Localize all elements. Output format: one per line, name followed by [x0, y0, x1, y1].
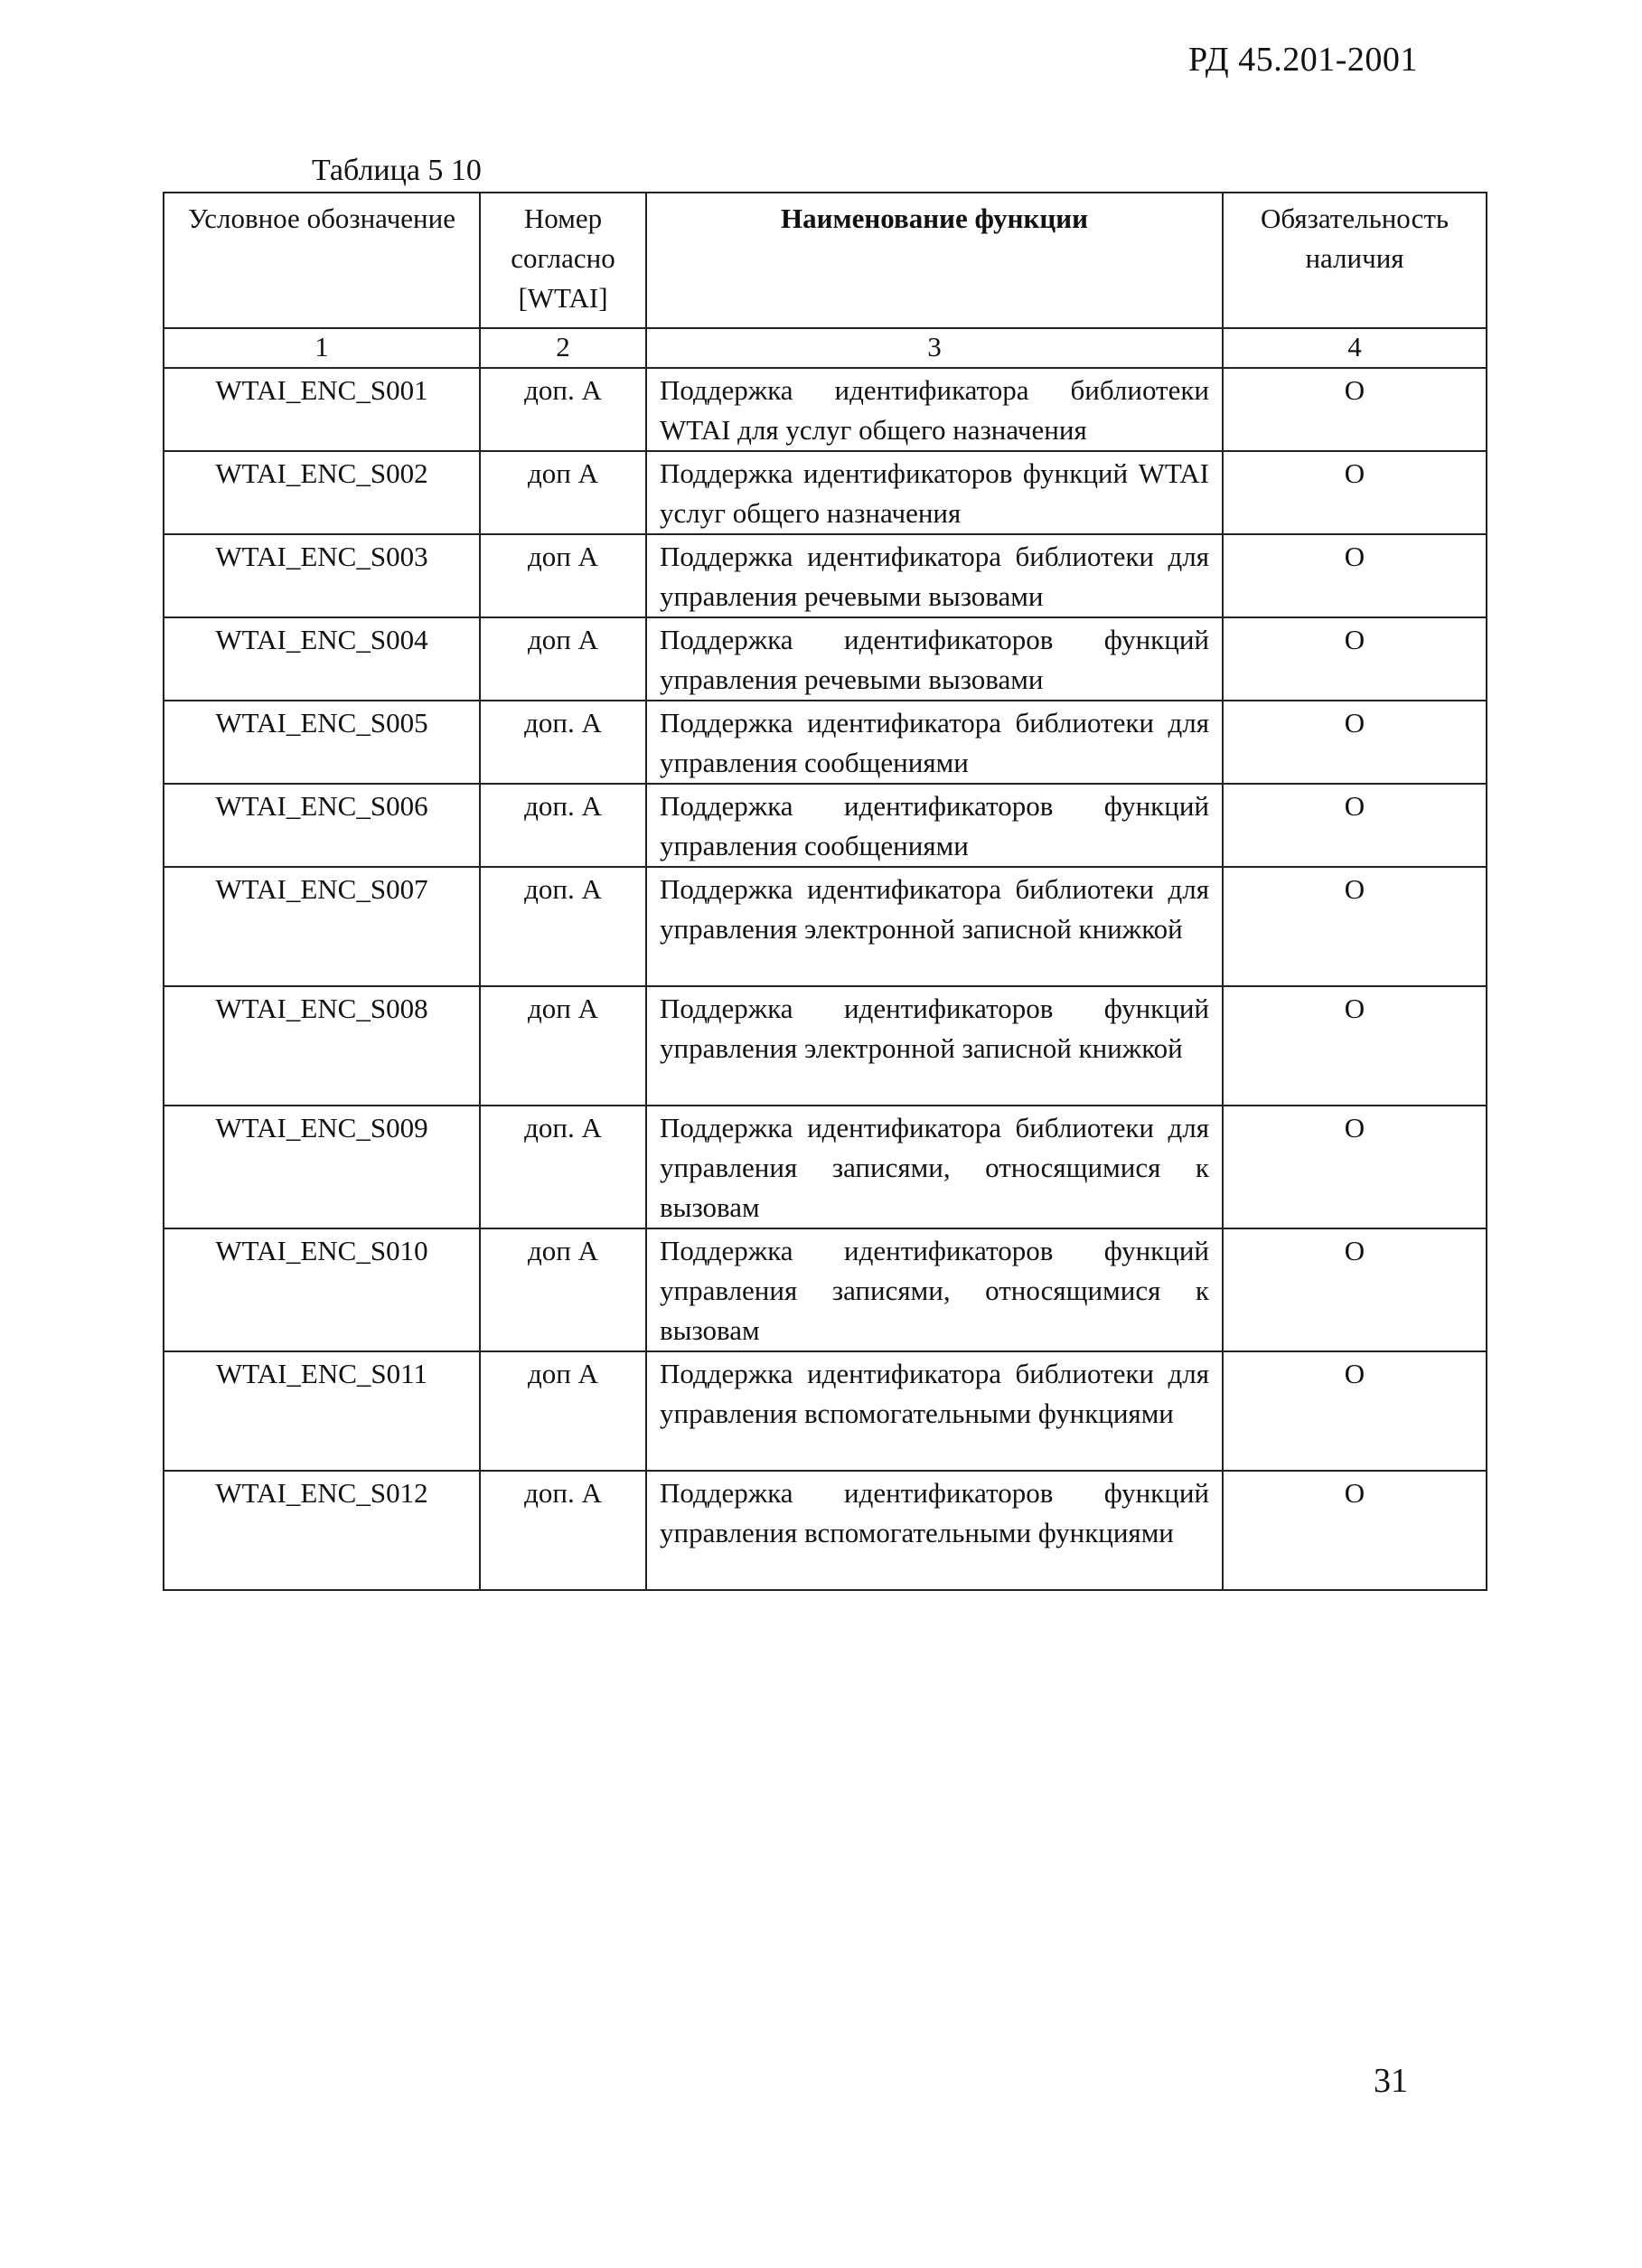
- cell-function-name: Поддержка идентификатора библиотеки для управления речевыми вызовами: [646, 534, 1223, 617]
- cell-mandatory: О: [1223, 784, 1487, 867]
- cell-designation: WTAI_ENC_S005: [164, 701, 480, 784]
- cell-designation: WTAI_ENC_S007: [164, 867, 480, 986]
- cell-mandatory: О: [1223, 368, 1487, 451]
- cell-function-name: Поддержка идентификаторов функций управления вспомогательными функциями: [646, 1471, 1223, 1590]
- table-row: [164, 986, 1487, 1106]
- cell-wtai-reference: доп А: [480, 1351, 646, 1471]
- cell-wtai-reference: доп А: [480, 534, 646, 617]
- cell-wtai-reference: доп. А: [480, 701, 646, 784]
- table-row: [164, 1471, 1487, 1590]
- header-mandatory: Обязательность наличия: [1223, 193, 1487, 328]
- cell-designation: WTAI_ENC_S010: [164, 1228, 480, 1351]
- document-code: РД 45.201-2001: [1188, 41, 1418, 79]
- cell-wtai-reference: доп. А: [480, 368, 646, 451]
- column-number: 1: [164, 328, 480, 368]
- header-function-name: Наименование функции: [646, 193, 1223, 328]
- cell-function-name: Поддержка идентификатора библиотеки WTAI для услуг общего назначения: [646, 368, 1223, 451]
- table-caption: Таблица 5 10: [312, 154, 482, 187]
- cell-wtai-reference: доп А: [480, 1228, 646, 1351]
- cell-function-name: Поддержка идентификаторов функций управления сообщениями: [646, 784, 1223, 867]
- column-number: 2: [480, 328, 646, 368]
- table-row: [164, 784, 1487, 867]
- cell-mandatory: О: [1223, 1351, 1487, 1471]
- cell-designation: WTAI_ENC_S012: [164, 1471, 480, 1590]
- page-number: 31: [1374, 2062, 1408, 2100]
- cell-mandatory: О: [1223, 701, 1487, 784]
- cell-designation: WTAI_ENC_S006: [164, 784, 480, 867]
- cell-function-name: Поддержка идентификаторов функций управления записями, относящимися к вызовам: [646, 1228, 1223, 1351]
- table-row: [164, 1228, 1487, 1351]
- cell-function-name: Поддержка идентификатора библиотеки для управления электронной записной книжкой: [646, 867, 1223, 986]
- column-number: 3: [646, 328, 1223, 368]
- cell-designation: WTAI_ENC_S004: [164, 617, 480, 701]
- table-row: [164, 1351, 1487, 1471]
- cell-mandatory: О: [1223, 617, 1487, 701]
- cell-wtai-reference: доп. А: [480, 867, 646, 986]
- cell-designation: WTAI_ENC_S003: [164, 534, 480, 617]
- header-designation: Условное обозначение: [164, 193, 480, 328]
- column-number-row: [164, 328, 1487, 368]
- cell-mandatory: О: [1223, 534, 1487, 617]
- cell-wtai-reference: доп А: [480, 986, 646, 1106]
- function-table: [163, 192, 1487, 1591]
- table-row: [164, 451, 1487, 534]
- cell-designation: WTAI_ENC_S002: [164, 451, 480, 534]
- cell-designation: WTAI_ENC_S009: [164, 1106, 480, 1228]
- cell-mandatory: О: [1223, 451, 1487, 534]
- cell-wtai-reference: доп А: [480, 617, 646, 701]
- cell-mandatory: О: [1223, 1471, 1487, 1590]
- cell-wtai-reference: доп. А: [480, 784, 646, 867]
- cell-function-name: Поддержка идентификатора библиотеки для управления сообщениями: [646, 701, 1223, 784]
- cell-wtai-reference: доп. А: [480, 1471, 646, 1590]
- cell-mandatory: О: [1223, 1228, 1487, 1351]
- cell-designation: WTAI_ENC_S008: [164, 986, 480, 1106]
- cell-function-name: Поддержка идентификатора библиотеки для управления записями, относящимися к вызовам: [646, 1106, 1223, 1228]
- table-row: [164, 368, 1487, 451]
- column-number: 4: [1223, 328, 1487, 368]
- cell-wtai-reference: доп А: [480, 451, 646, 534]
- cell-designation: WTAI_ENC_S001: [164, 368, 480, 451]
- cell-wtai-reference: доп. А: [480, 1106, 646, 1228]
- table-row: [164, 534, 1487, 617]
- table-header-row: [164, 193, 1487, 328]
- cell-mandatory: О: [1223, 1106, 1487, 1228]
- cell-mandatory: О: [1223, 867, 1487, 986]
- header-number-wtai: Номер согласно [WTAI]: [480, 193, 646, 328]
- cell-function-name: Поддержка идентификаторов функций WTAI услуг общего назначения: [646, 451, 1223, 534]
- cell-mandatory: О: [1223, 986, 1487, 1106]
- table-row: [164, 617, 1487, 701]
- cell-function-name: Поддержка идентификаторов функций управления электронной записной книжкой: [646, 986, 1223, 1106]
- cell-function-name: Поддержка идентификаторов функций управления речевыми вызовами: [646, 617, 1223, 701]
- table-row: [164, 1106, 1487, 1228]
- cell-designation: WTAI_ENC_S011: [164, 1351, 480, 1471]
- table-row: [164, 701, 1487, 784]
- table-row: [164, 867, 1487, 986]
- cell-function-name: Поддержка идентификатора библиотеки для управления вспомогательными функциями: [646, 1351, 1223, 1471]
